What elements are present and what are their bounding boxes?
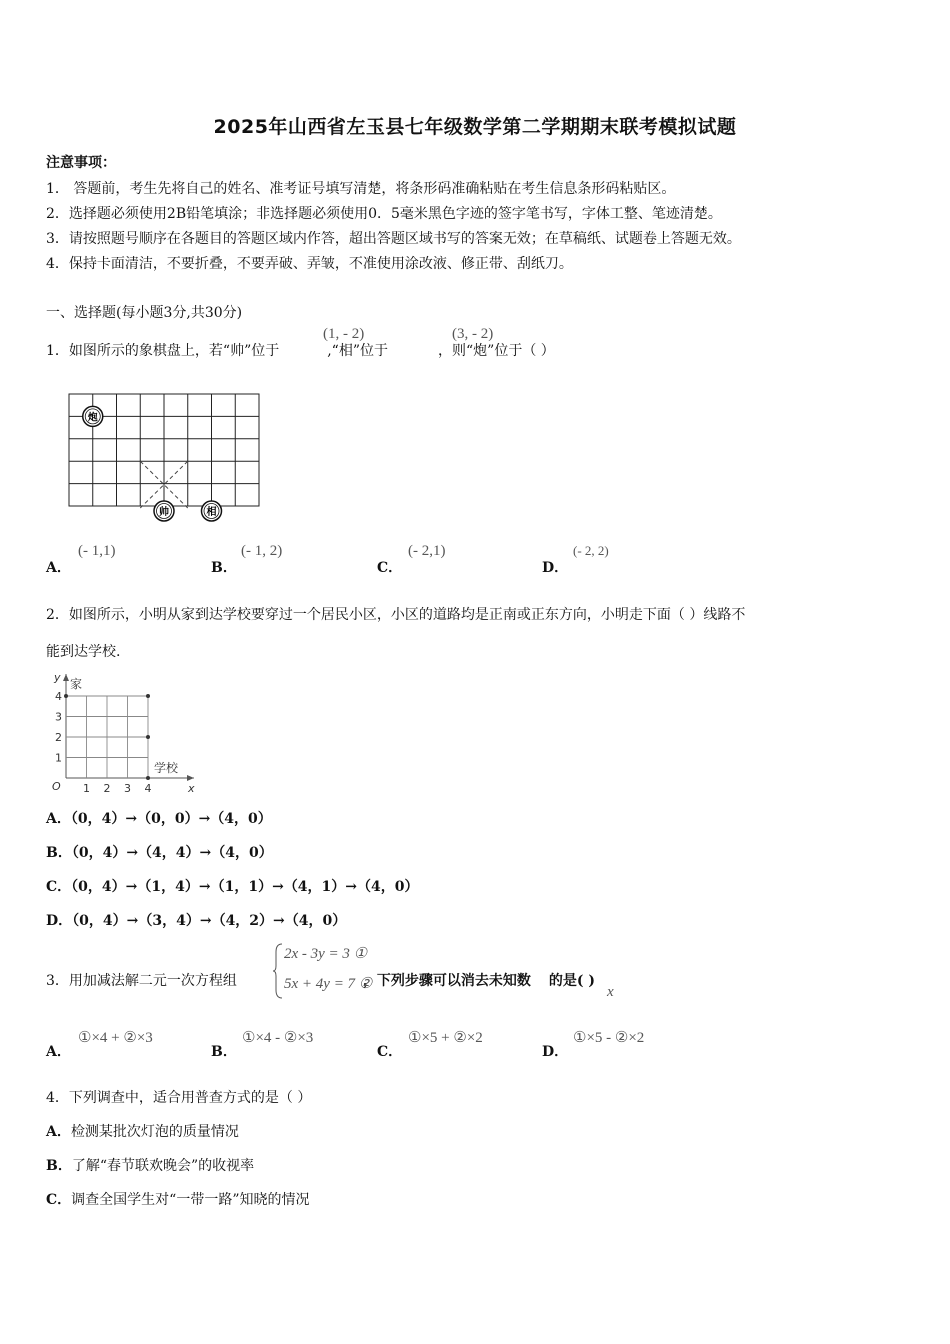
option-value: （0，4）→（4，4）→（4，0） (71, 845, 273, 861)
notice-heading: 注意事项： (46, 155, 116, 171)
shuai-piece (154, 501, 174, 521)
page-title: 2025年山西省左玉县七年级数学第二学期期末联考模拟试题 (213, 116, 737, 138)
option-value: (- 2,1) (408, 543, 446, 559)
option-value: ①×4 - ②×3 (242, 1030, 314, 1046)
option-label: C． (46, 879, 72, 895)
option-label: C． (377, 560, 403, 576)
option-value: 了解“春节联欢晚会”的收视率 (71, 1158, 255, 1174)
option-label: A． (46, 1124, 71, 1140)
q2-option-d[interactable] (46, 910, 346, 930)
y-tick: 1 (55, 751, 62, 765)
q3-variable-x: x (607, 984, 614, 1000)
option-label: B． (211, 560, 237, 576)
q3-option-d[interactable] (542, 1030, 645, 1061)
option-value: (- 1, 2) (241, 543, 283, 559)
q3-option-b[interactable] (211, 1030, 314, 1061)
option-value: 调查全国学生对“一带一路”知晓的情况 (71, 1192, 310, 1208)
notice-item: 4．保持卡面清洁，不要折叠，不要弄破、弄皱，不准使用涂改液、修正带、刮纸刀。 (46, 256, 573, 272)
option-value: ①×5 - ②×2 (573, 1030, 645, 1046)
q1-option-c[interactable] (377, 543, 446, 577)
q4-option-b[interactable] (46, 1155, 254, 1175)
y-axis-label: y (54, 671, 61, 684)
q3-text-part3: 的是( ) (548, 973, 596, 989)
question-4-stem: 4．下列调查中，适合用普查方式的是（ ） (46, 1090, 312, 1106)
option-label: D． (542, 560, 569, 576)
option-value: （0，4）→（1，4）→（1，1）→（4，1）→（4，0） (71, 879, 419, 895)
notice-item: 1． 答题前，考生先将自己的姓名、准考证号填写清楚，将条形码准确粘贴在考生信息条形码粘贴区。 (46, 181, 676, 197)
option-value: ①×4 + ②×3 (78, 1030, 153, 1046)
q1-option-a[interactable] (46, 543, 116, 577)
chess-board-figure (60, 388, 270, 528)
option-value: 检测某批次灯泡的质量情况 (70, 1124, 239, 1140)
option-label: A． (46, 811, 71, 827)
question-2-stem-line2: 能到达学校. (46, 644, 121, 660)
question-2-stem-line1: 2．如图所示，小明从家到达学校要穿过一个居民小区，小区的道路均是正南或正东方向，小明走下面（ ）线路不 (46, 607, 746, 623)
y-tick: 4 (55, 690, 62, 703)
q3-equation-2: 5x + 4y = 7 ② (284, 976, 373, 992)
home-label: 家 (70, 677, 83, 691)
option-label: D． (46, 913, 73, 929)
q1-coord-xiang: (3, - 2) (452, 326, 494, 342)
pao-label: 炮 (87, 412, 98, 424)
xiang-piece (202, 501, 222, 521)
q3-option-c[interactable] (377, 1030, 483, 1061)
x-tick: 4 (144, 782, 152, 795)
x-tick: 2 (103, 782, 111, 795)
option-label: C． (377, 1044, 403, 1060)
option-label: A． (46, 560, 71, 576)
option-value: (- 1,1) (78, 543, 116, 559)
section-heading: 一、选择题(每小题3分,共30分) (46, 305, 243, 321)
grid-map-figure (44, 668, 204, 796)
pao-piece (83, 406, 103, 426)
option-label: B． (46, 1158, 72, 1174)
option-value: ①×5 + ②×2 (408, 1030, 483, 1046)
q2-option-a[interactable] (46, 808, 272, 828)
notice-item: 3．请按照题号顺序在各题目的答题区域内作答，超出答题区域书写的答案无效；在草稿纸、试题卷上答题无效。 (46, 231, 741, 247)
q1-option-d[interactable] (542, 543, 609, 577)
x-axis-label: x (188, 782, 195, 795)
q1-text-part1: 1．如图所示的象棋盘上，若“帅”位于 (46, 343, 280, 359)
x-tick: 3 (124, 782, 131, 795)
y-tick: 2 (55, 731, 62, 744)
notice-item: 2．选择题必须使用2B铅笔填涂；非选择题必须使用0．5毫米黑色字迹的签字笔书写，字体工整、笔迹清楚。 (46, 206, 722, 222)
q1-text-part3: ，则“炮”位于（ ） (438, 343, 555, 359)
option-value: （0，4）→（3，4）→（4，2）→（4，0） (72, 913, 347, 929)
q1-coord-shuai: (1, - 2) (323, 326, 365, 342)
shuai-label: 帅 (159, 507, 169, 518)
option-value: （0，4）→（0，0）→（4，0） (70, 811, 272, 827)
q3-text-part1: 3．用加减法解二元一次方程组 (46, 973, 237, 989)
xiang-label: 相 (206, 507, 217, 518)
q3-option-a[interactable] (46, 1030, 153, 1061)
option-label: D． (542, 1044, 569, 1060)
q3-equation-1: 2x - 3y = 3 ① (284, 946, 368, 962)
q2-option-b[interactable] (46, 842, 273, 862)
q2-option-c[interactable] (46, 876, 419, 896)
question-1-stem (46, 340, 555, 360)
school-label: 学校 (154, 761, 179, 775)
q4-option-a[interactable] (46, 1121, 239, 1141)
q1-option-b[interactable] (211, 543, 283, 577)
q3-text-part2: ，下列步骤可以消去未知数 (362, 973, 531, 989)
x-tick: 1 (83, 782, 90, 795)
option-label: A． (46, 1044, 71, 1060)
q1-text-part2: ,“相”位于 (327, 343, 388, 359)
option-value: (- 2, 2) (573, 543, 609, 558)
option-label: C． (46, 1192, 72, 1208)
q4-option-c[interactable] (46, 1189, 309, 1209)
option-label: B． (211, 1044, 237, 1060)
option-label: B． (46, 845, 72, 861)
equation-brace (272, 942, 284, 1000)
y-tick: 3 (55, 710, 62, 724)
origin-label: O (52, 780, 61, 793)
